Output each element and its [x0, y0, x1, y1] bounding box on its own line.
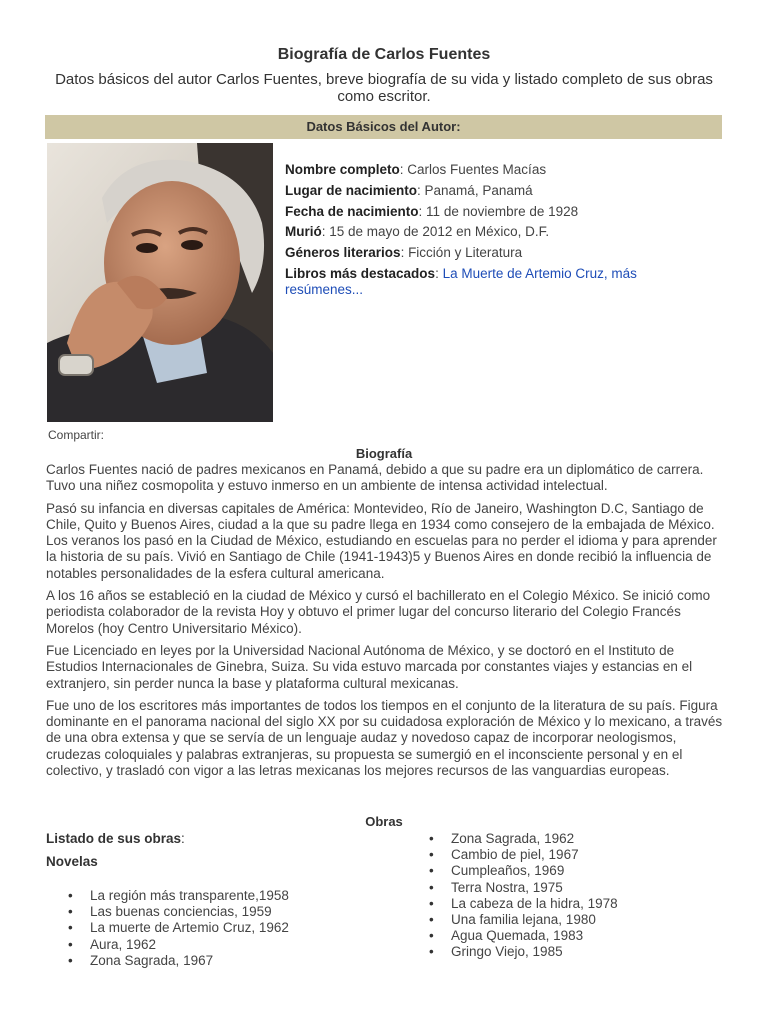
list-item: • Terra Nostra, 1975: [427, 880, 618, 896]
nombre-value: : Carlos Fuentes Macías: [399, 162, 547, 177]
page-subtitle: Datos básicos del autor Carlos Fuentes, breve biografía de su vida y listado completo de sus obras como escritor.: [55, 71, 713, 105]
libros-label: Libros más destacados: [285, 265, 436, 281]
bio-paragraph: A los 16 años se estableció en la ciudad de México y cursó el bachillerato en el Colegio México. Se inició como periodista colaborador de la revista Hoy y obtuvo el primer lugar del concurso literario del Colegio Francés Morelos (hoy Centro Universitario México).: [46, 588, 711, 636]
lugar-label: Lugar de nacimiento: [285, 182, 418, 198]
list-item: • Cumpleaños, 1969: [427, 863, 618, 879]
list-item: • Zona Sagrada, 1962: [427, 831, 618, 847]
list-item: • Cambio de piel, 1967: [427, 847, 618, 863]
generos-label: Géneros literarios: [285, 245, 401, 261]
list-item: • Una familia lejana, 1980: [427, 912, 618, 928]
list-item: • La cabeza de la hidra, 1978: [427, 896, 618, 912]
list-item: • La muerte de Artemio Cruz, 1962: [66, 920, 289, 936]
more-summaries-link[interactable]: , más resúmenes...: [285, 265, 637, 297]
murio-label: Murió: [285, 224, 322, 240]
list-item: • La región más transparente,1958: [66, 888, 289, 904]
bio-paragraph: Carlos Fuentes nació de padres mexicanos en Panamá, debido a que su padre era un diplomático de carrera. Tuvo una niñez cosmopolita y estuvo inmerso en un ambiente de intensa actividad intelectual.: [46, 462, 704, 494]
works-heading: Obras: [365, 814, 403, 829]
novels-list-left: [66, 888, 289, 969]
bio-paragraph: Pasó su infancia en diversas capitales de América: Montevideo, Río de Janeiro, Washington D.C, Santiago de Chile, Quito y Buenos Aires, ciudad a la que su padre llega en 1934 como consejero de la embajada de México. Los veranos los pasó en la Ciudad de México, estudiando en escuelas para no perder el idioma y para aprender la historia de su país. Vivió en Santiago de Chile (1941-1943)5 y Buenos Aires en donde recibió la influencia de notables personalidades de la esfera cultural americana.: [46, 500, 717, 581]
fecha-label: Fecha de nacimiento: [285, 203, 419, 219]
artemio-cruz-link[interactable]: La Muerte de Artemio Cruz: [442, 265, 604, 281]
lugar-value: : Panamá, Panamá: [417, 182, 533, 198]
nombre-label: Nombre completo: [285, 162, 400, 177]
datos-section-header: Datos Básicos del Autor:: [45, 115, 722, 139]
author-info: [285, 162, 685, 303]
bio-paragraph: Fue Licenciado en leyes por la Universidad Nacional Autónoma de México, y se doctoró en el Instituto de Estudios Internacionales de Ginebra, Suiza. Su vida estuvo marcada por constantes viajes y estancias en el extranjero, sin perder nunca la base y plataforma cultural mexicanas.: [46, 642, 693, 691]
bio-heading: Biografía: [355, 446, 413, 461]
info-fecha: [285, 204, 685, 220]
list-item: • Gringo Viejo, 1985: [427, 944, 618, 960]
list-item: • Agua Quemada, 1983: [427, 928, 618, 944]
works-label-text: Listado de sus obras: [46, 831, 182, 846]
bio-paragraph: Fue uno de los escritores más importantes de todos los tiempos en el conjunto de la literatura de su país. Figura dominante en el panorama nacional del siglo XX por su cuidadosa exploración de México y lo mexicano, a través de una obra extensa y que se servía de un lenguaje audaz y novedoso capaz de incorporar neologismos, crudezas coloquiales y palabras extranjeras, su propuesta se sumergió en el inconsciente personal y en el colectivo, y trasladó con vigor a las letras mexicanas los mejores recursos de las vanguardias europeas.: [46, 697, 723, 779]
share-label: Compartir:: [48, 428, 105, 442]
generos-value: : Ficción y Literatura: [400, 245, 523, 261]
author-photo: [47, 143, 273, 422]
list-item: • Las buenas conciencias, 1959: [66, 904, 289, 920]
info-libros: [285, 266, 685, 298]
bio-text: [46, 462, 726, 785]
page-title: Biografía de Carlos Fuentes: [277, 46, 491, 63]
info-nombre: [285, 162, 685, 178]
murio-value: : 15 de mayo de 2012 en México, D.F.: [321, 224, 550, 240]
info-lugar: [285, 183, 685, 199]
list-item: • Aura, 1962: [66, 937, 289, 953]
novels-list-right: [427, 831, 618, 961]
works-label-colon: :: [181, 831, 185, 846]
list-item: • Zona Sagrada, 1967: [66, 953, 289, 969]
info-murio: [285, 224, 685, 240]
fecha-value: : 11 de noviembre de 1928: [418, 203, 579, 219]
info-generos: [285, 245, 685, 261]
novels-label: Novelas: [46, 854, 98, 869]
libros-sep: :: [435, 265, 443, 281]
works-label: [46, 831, 185, 846]
